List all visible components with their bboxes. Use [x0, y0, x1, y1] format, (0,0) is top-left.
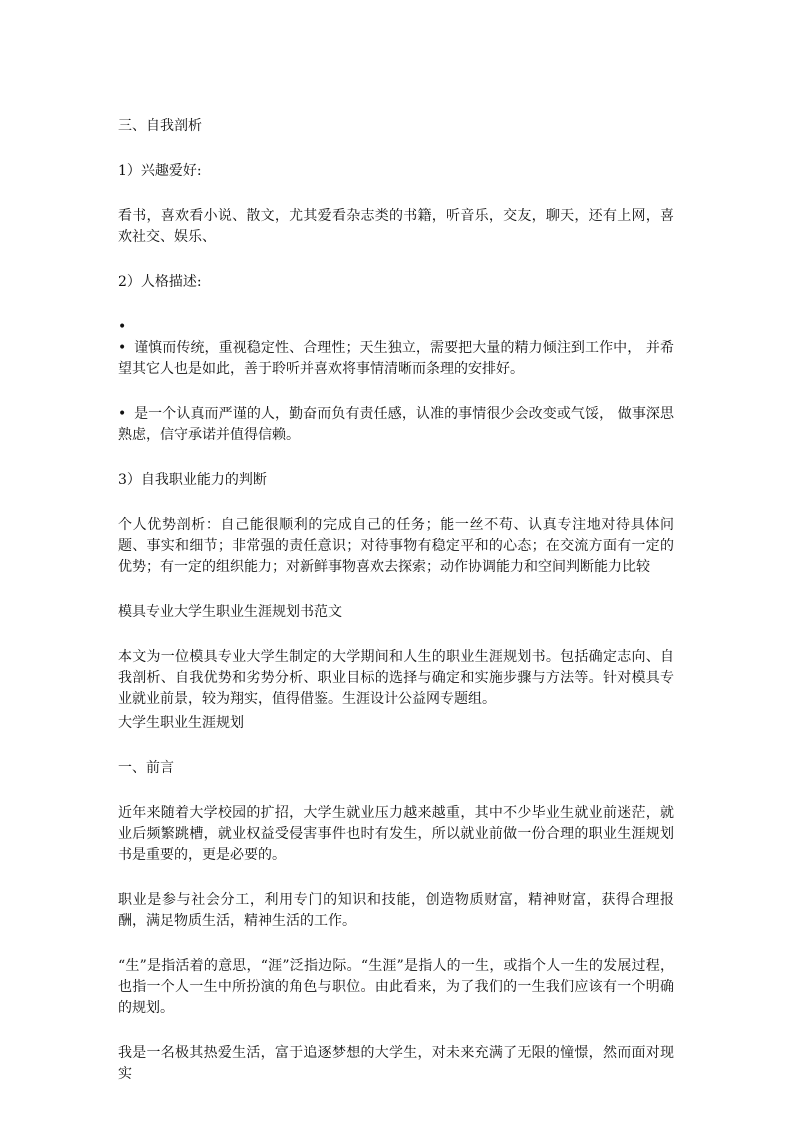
empty-bullet-item: [118, 317, 674, 338]
ability-paragraph: 个人优势剖析：自己能很顺利的完成自己的任务；能一丝不苟、认真专注地对待具体问题、事实和细节；非常强的责任意识；对待事物有稳定平和的心态；在交流方面有一定的优势；有一定的组织能力；对新鲜事物喜欢去探索；动作协调能力和空间判断能力比较: [118, 517, 674, 575]
interests-paragraph: 看书，喜欢看小说、散文，尤其爱看杂志类的书籍，听音乐，交友，聊天，还有上网，喜欢社交、娱乐、: [118, 208, 674, 245]
ability-heading: 3）自我职业能力的判断: [118, 472, 267, 488]
preface-paragraph: 近年来随着大学校园的扩招，大学生就业压力越来越重，其中不少毕业生就业前迷茫，就业后频繁跳槽，就业权益受侵害事件也时有发生，所以就业前做一份合理的职业生涯规划书是重要的，更是必要的。: [118, 805, 674, 863]
bullet-icon: •: [118, 406, 127, 422]
bullet-icon: •: [118, 340, 127, 356]
personality-bullet-text: 是一个认真而严谨的人，勤奋而负有责任感，认准的事情很少会改变或气馁， 做事深思熟虑，信守承诺并值得信赖。: [118, 406, 674, 443]
bullet-icon: •: [118, 319, 127, 335]
preface-paragraph: 职业是参与社会分工，利用专门的知识和技能，创造物质财富，精神财富，获得合理报酬，满足物质生活，精神生活的工作。: [118, 892, 674, 929]
preface-heading: 一、前言: [118, 760, 174, 776]
preface-paragraph: 我是一名极其热爱生活，富于追逐梦想的大学生，对未来充满了无限的憧憬，然而面对现实: [118, 1045, 674, 1082]
section-heading-self-analysis: 三、自我剖析: [118, 118, 202, 134]
personality-bullet-text: 谨慎而传统，重视稳定性、合理性；天生独立，需要把大量的精力倾注到工作中， 并希望其它人也是如此，善于聆听并喜欢将事情清晰而条理的安排好。: [118, 340, 674, 377]
preface-paragraph: “生”是指活着的意思，“涯”泛指边际。“生涯”是指人的一生，或指个人一生的发展过程，也指一个人一生中所扮演的角色与职位。由此看来，为了我们的一生我们应该有一个明确的规划。: [118, 958, 674, 1016]
plan-title: 大学生职业生涯规划: [118, 715, 244, 731]
document-page: [118, 116, 674, 1085]
interests-heading: 1）兴趣爱好:: [118, 163, 202, 179]
personality-bullet-item: [118, 338, 674, 380]
article-intro-paragraph: 本文为一位模具专业大学生制定的大学期间和人生的职业生涯规划书。包括确定志向、自我剖析、自我优势和劣势分析、职业目标的选择与确定和实施步骤与方法等。针对模具专业就业前景，较为翔实，值得借鉴。生涯设计公益网专题组。: [118, 649, 674, 707]
personality-heading: 2）人格描述:: [118, 274, 202, 290]
article-title: 模具专业大学生职业生涯规划书范文: [118, 604, 342, 620]
personality-bullet-item: [118, 404, 674, 446]
